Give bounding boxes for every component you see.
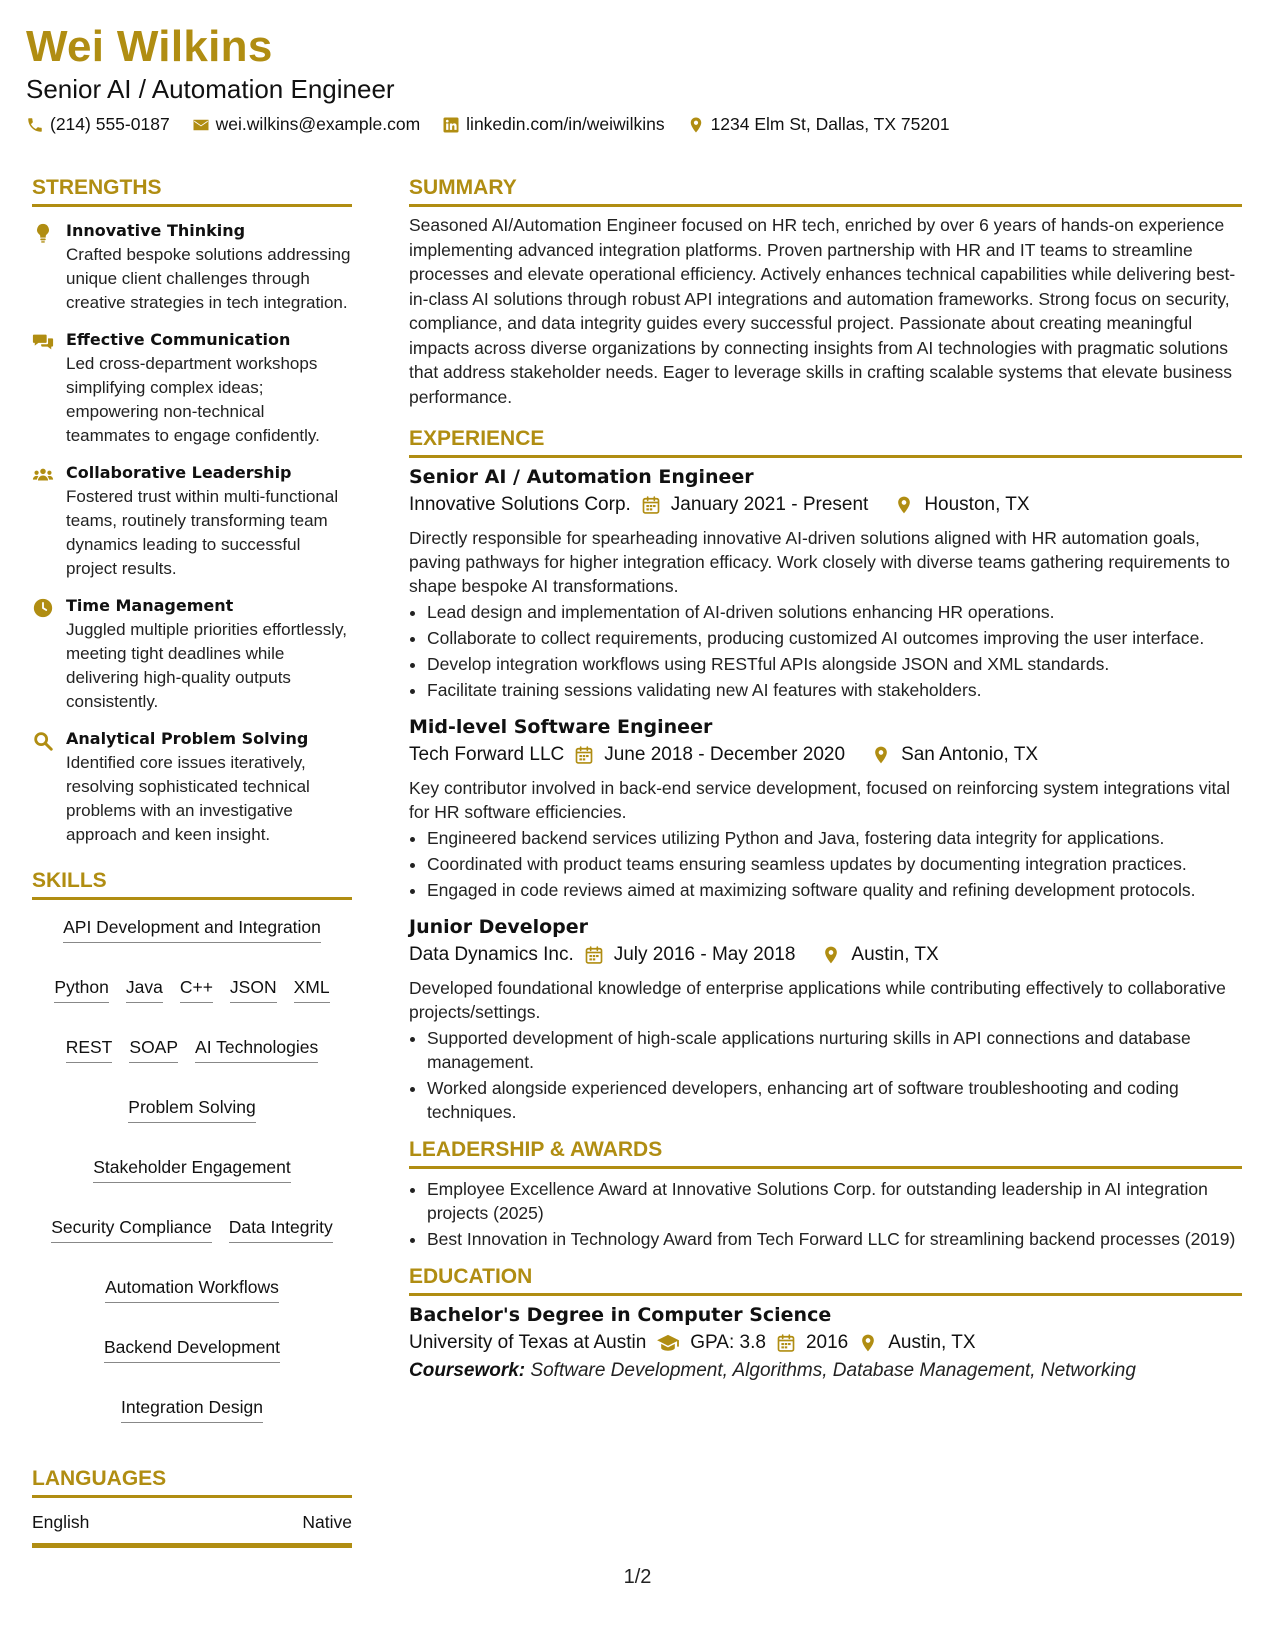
degree-title: Bachelor's Degree in Computer Science <box>409 1304 832 1326</box>
contact-bar <box>26 114 950 135</box>
contact-email[interactable] <box>192 114 421 135</box>
job-bullets <box>409 826 1242 902</box>
strength-desc: Juggled multiple priorities effortlessly, meeting tight deadlines while delivering high-quality outputs consistently. <box>66 620 347 711</box>
language-level: Native <box>302 1512 352 1532</box>
strength-item <box>32 330 352 448</box>
job-meta <box>409 494 1242 516</box>
summary-text: Seasoned AI/Automation Engineer focused on HR tech, enriched by over 6 years of hands-on experience implementing advanced integration platforms. Proven partnership with HR and IT teams to streamline processes and elevate operational efficiency. Actively enhances technical capabilities while delivering best-in-class AI solutions through robust API integrations and automation frameworks. Strong focus on security, compliance, and data integrity guides every successful project. Passionate about creating meaningful impacts across diverse organizations by connecting insights from AI technologies with pragmatic solutions that address stakeholder needs. Eager to leverage skills in crafting scalable systems that elevate business performance. <box>409 215 1236 407</box>
map-pin-icon <box>687 116 705 134</box>
team-icon <box>32 464 54 486</box>
list-item: • Employee Excellence Award at Innovative Solutions Corp. for outstanding leadership in AI integration projects (2025) <box>427 1177 1242 1225</box>
job-description: Directly responsible for spearheading innovative AI-driven solutions aligned with HR automation goals, paving pathways for higher integration efficacy. Work closely with diverse teams gathering requirements to shape bespoke AI transformations. <box>409 528 1230 596</box>
skill-tag: Java <box>126 977 163 1003</box>
strength-title: Collaborative Leadership <box>66 463 292 482</box>
job-company: Data Dynamics Inc. <box>409 944 574 965</box>
job-title: Senior AI / Automation Engineer <box>409 466 754 488</box>
strength-desc: Identified core issues iteratively, resolving sophisticated technical problems with an investigative approach and keen insight. <box>66 753 310 844</box>
job-title: Mid-level Software Engineer <box>409 716 713 738</box>
gpa: GPA: 3.8 <box>690 1332 766 1353</box>
school-name: University of Texas at Austin <box>409 1332 647 1353</box>
linkedin-text: linkedin.com/in/weiwilkins <box>466 114 665 134</box>
job-dates: June 2018 - December 2020 <box>604 744 846 765</box>
strength-item <box>32 729 352 847</box>
skill-tag: Problem Solving <box>128 1097 255 1123</box>
strength-item <box>32 463 352 581</box>
language-name: English <box>32 1512 90 1532</box>
job-description: Key contributor involved in back-end service development, focused on reinforcing system integrations vital for HR software efficiencies. <box>409 778 1230 822</box>
calendar-icon <box>574 745 594 765</box>
map-pin-icon <box>821 945 841 965</box>
list-item: • Lead design and implementation of AI-driven solutions enhancing HR operations. <box>427 600 1242 624</box>
calendar-icon <box>776 1333 796 1353</box>
job-location: San Antonio, TX <box>901 744 1039 765</box>
job-entry <box>409 466 1242 702</box>
awards-heading: LEADERSHIP & AWARDS <box>409 1138 1242 1169</box>
list-item: • Best Innovation in Technology Award from Tech Forward LLC for streamlining backend processes (2019) <box>427 1227 1242 1251</box>
graduation-cap-icon <box>656 1333 680 1353</box>
linkedin-icon <box>442 116 460 134</box>
education-meta <box>409 1332 1242 1354</box>
skill-tag: AI Technologies <box>195 1037 318 1063</box>
list-item: • Coordinated with product teams ensuring seamless updates by documenting integration practices. <box>427 852 1242 876</box>
phone-text: (214) 555-0187 <box>50 114 170 134</box>
job-meta <box>409 944 1242 966</box>
strength-item <box>32 596 352 714</box>
list-item: • Worked alongside experienced developers, enhancing art of software troubleshooting and coding techniques. <box>427 1076 1242 1124</box>
clock-icon <box>32 597 54 619</box>
language-row <box>32 1502 352 1548</box>
contact-address <box>687 114 950 135</box>
job-entry <box>409 916 1242 1124</box>
job-location: Houston, TX <box>924 494 1030 515</box>
skill-tag: Python <box>54 977 108 1003</box>
strength-title: Effective Communication <box>66 330 291 349</box>
strength-title: Innovative Thinking <box>66 221 246 240</box>
page-number: 1/2 <box>623 1566 652 1588</box>
job-meta <box>409 744 1242 766</box>
skill-tag: SOAP <box>129 1037 178 1063</box>
lightbulb-icon <box>32 222 54 244</box>
skill-tag: Automation Workflows <box>105 1277 279 1303</box>
skill-tag: Security Compliance <box>51 1217 211 1243</box>
email-text: wei.wilkins@example.com <box>215 114 421 134</box>
contact-linkedin[interactable] <box>442 114 664 135</box>
job-description: Developed foundational knowledge of enterprise applications while contributing effectively to collaborative projects/settings. <box>409 978 1226 1022</box>
strength-desc: Fostered trust within multi-functional teams, routinely transforming team dynamics leading to successful project results. <box>66 487 339 578</box>
left-column <box>32 176 352 1548</box>
calendar-icon <box>584 945 604 965</box>
strength-title: Analytical Problem Solving <box>66 729 309 748</box>
skill-tag: API Development and Integration <box>63 917 321 943</box>
graduation-year: 2016 <box>805 1332 849 1353</box>
map-pin-icon <box>894 495 914 515</box>
awards-list <box>409 1177 1242 1251</box>
strength-desc: Led cross-department workshops simplifying complex ideas; empowering non-technical teammates to engage confidently. <box>66 354 320 445</box>
strength-item <box>32 221 352 315</box>
list-item: • Facilitate training sessions validating new AI features with stakeholders. <box>427 678 1242 702</box>
list-item: • Engineered backend services utilizing Python and Java, fostering data integrity for applications. <box>427 826 1242 850</box>
job-bullets <box>409 600 1242 702</box>
job-dates: January 2021 - Present <box>670 494 869 515</box>
skill-tag: JSON <box>230 977 277 1003</box>
skill-tag: Stakeholder Engagement <box>93 1157 291 1183</box>
job-company: Tech Forward LLC <box>409 744 565 765</box>
envelope-icon <box>192 116 210 134</box>
job-location: Austin, TX <box>851 944 939 965</box>
coursework-label: Coursework: <box>409 1360 526 1381</box>
job-company: Innovative Solutions Corp. <box>409 494 631 515</box>
summary-heading: SUMMARY <box>409 176 1242 207</box>
job-title: Junior Developer <box>409 916 589 938</box>
coursework <box>409 1360 1242 1382</box>
list-item: • Collaborate to collect requirements, producing customized AI outcomes improving the user interface. <box>427 626 1242 650</box>
skill-tag: Backend Development <box>104 1337 280 1363</box>
list-item: • Supported development of high-scale applications nurturing skills in API connections and database management. <box>427 1026 1242 1074</box>
contact-phone[interactable] <box>26 114 170 135</box>
education-location: Austin, TX <box>888 1332 976 1353</box>
candidate-name: Wei Wilkins <box>26 22 273 71</box>
skill-tag: Data Integrity <box>229 1217 333 1243</box>
skill-tag: REST <box>66 1037 113 1063</box>
skill-tag: Integration Design <box>121 1397 263 1423</box>
right-column <box>409 176 1242 1382</box>
address-text: 1234 Elm St, Dallas, TX 75201 <box>710 114 950 134</box>
education-heading: EDUCATION <box>409 1265 1242 1296</box>
list-item: • Develop integration workflows using RESTful APIs alongside JSON and XML standards. <box>427 652 1242 676</box>
calendar-icon <box>641 495 661 515</box>
skill-tag: C++ <box>180 977 213 1003</box>
languages-heading: LANGUAGES <box>32 1467 352 1498</box>
skills-heading: SKILLS <box>32 869 352 900</box>
job-entry <box>409 716 1242 902</box>
candidate-title: Senior AI / Automation Engineer <box>26 74 395 104</box>
strength-title: Time Management <box>66 596 234 615</box>
list-item: • Engaged in code reviews aimed at maximizing software quality and refining development protocols. <box>427 878 1242 902</box>
strengths-list <box>32 221 352 847</box>
strengths-heading: STRENGTHS <box>32 176 352 207</box>
map-pin-icon <box>871 745 891 765</box>
coursework-list: Software Development, Algorithms, Database Management, Networking <box>530 1360 1136 1381</box>
skills-list <box>32 917 352 1423</box>
job-bullets <box>409 1026 1242 1124</box>
skill-tag: XML <box>294 977 330 1003</box>
magnifier-icon <box>32 730 54 752</box>
strength-desc: Crafted bespoke solutions addressing unique client challenges through creative strategies in tech integration. <box>66 245 351 312</box>
job-dates: July 2016 - May 2018 <box>613 944 796 965</box>
phone-icon <box>26 116 44 134</box>
map-pin-icon <box>858 1333 878 1353</box>
experience-heading: EXPERIENCE <box>409 427 1242 458</box>
chat-bubbles-icon <box>32 331 54 353</box>
